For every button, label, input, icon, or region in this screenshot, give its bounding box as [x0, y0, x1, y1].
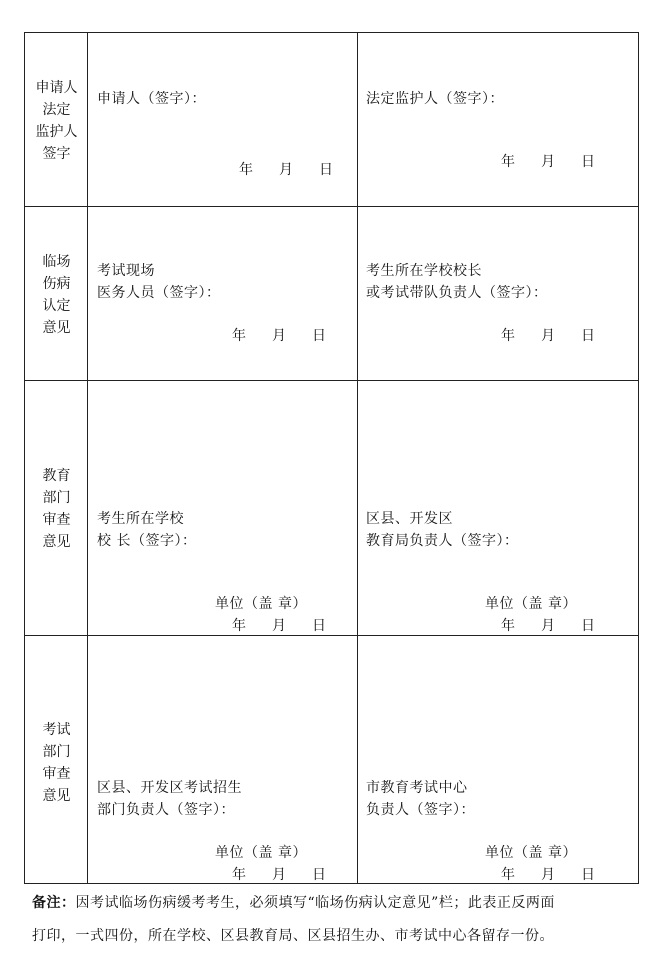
footnote-text-1: 因考试临场伤病缓考考生，必须填写“临场伤病认定意见”栏；此表正反两面: [75, 895, 555, 911]
approval-form-table: [24, 32, 639, 884]
school-seal-label: 单位（盖 章）: [215, 596, 307, 612]
applicant-signature-label: 申请人（签字）：: [97, 91, 206, 107]
school-date: 年 月 日: [232, 618, 327, 634]
footnote-line1: [32, 892, 632, 914]
footnote-line2: 打印，一式四份，所在学校、区县教育局、区县招生办、市考试中心各留存一份。: [32, 928, 554, 944]
row-label-signature: 申请人 法定 监护人 签字: [35, 80, 78, 162]
guardian-date: 年 月 日: [501, 154, 596, 170]
district-education-date: 年 月 日: [501, 618, 596, 634]
city-exam-date: 年 月 日: [501, 867, 596, 883]
medical-staff-date: 年 月 日: [232, 328, 327, 344]
medical-staff-line2: 医务人员（签字）：: [97, 285, 221, 301]
row-divider-2: [25, 380, 638, 381]
principal-line1: 考生所在学校校长: [366, 263, 482, 279]
footnote-label: 备注：: [32, 895, 76, 911]
district-exam-seal-label: 单位（盖 章）: [215, 845, 307, 861]
principal-line2: 或考试带队负责人（签字）：: [366, 285, 548, 301]
column-divider-middle: [357, 33, 358, 883]
medical-staff-line1: 考试现场: [97, 263, 155, 279]
district-exam-office-line1: 区县、开发区考试招生: [97, 780, 242, 796]
city-exam-seal-label: 单位（盖 章）: [485, 845, 577, 861]
school-principal-line1: 考生所在学校: [97, 511, 184, 527]
city-exam-center-line2: 负责人（签字）：: [366, 802, 475, 818]
principal-date: 年 月 日: [501, 328, 596, 344]
guardian-signature-label: 法定监护人（签字）：: [366, 91, 504, 107]
row-label-exam: 考试 部门 审查 意见: [42, 722, 71, 804]
city-exam-center-line1: 市教育考试中心: [366, 780, 468, 796]
row-divider-1: [25, 206, 638, 207]
district-education-line2: 教育局负责人（签字）：: [366, 533, 519, 549]
district-exam-office-line2: 部门负责人（签字）：: [97, 802, 235, 818]
district-education-seal-label: 单位（盖 章）: [485, 596, 577, 612]
school-principal-line2: 校 长（签字）：: [97, 533, 197, 549]
district-education-line1: 区县、开发区: [366, 511, 453, 527]
row-label-injury: 临场 伤病 认定 意见: [42, 254, 71, 336]
applicant-date: 年 月 日: [239, 162, 334, 178]
row-label-education: 教育 部门 审查 意见: [42, 468, 71, 550]
district-exam-date: 年 月 日: [232, 867, 327, 883]
